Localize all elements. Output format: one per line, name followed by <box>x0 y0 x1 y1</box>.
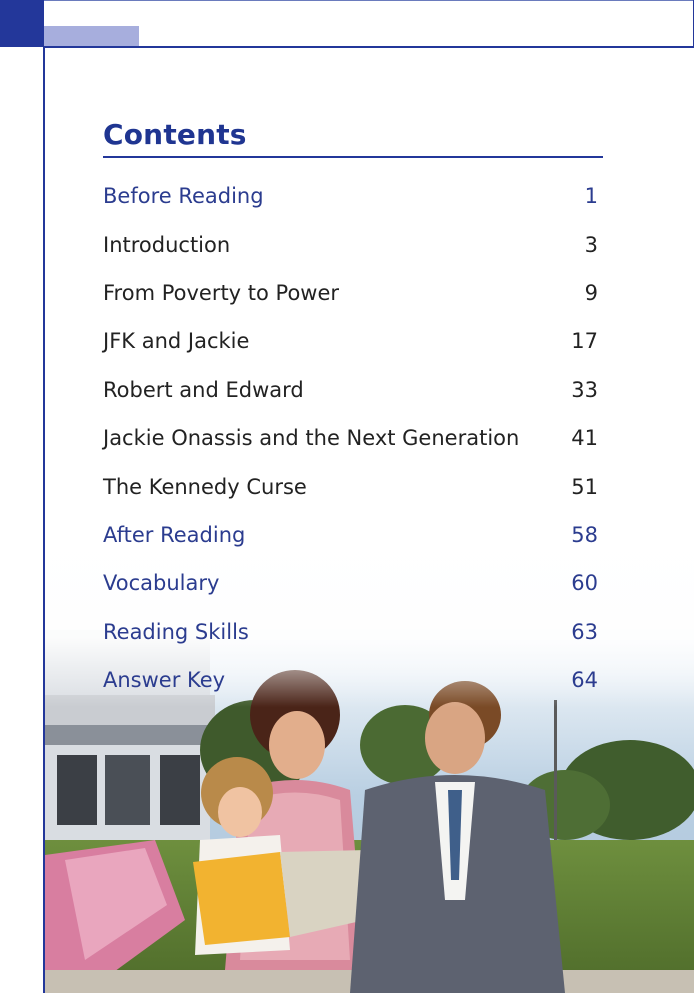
toc-entry-page: 60 <box>571 571 598 596</box>
toc-entry-page: 9 <box>584 280 598 305</box>
contents-heading-rule <box>103 156 603 158</box>
toc-entry-page: 3 <box>584 232 598 257</box>
toc-entry-label: Reading Skills <box>103 619 249 644</box>
toc-entry-label: JFK and Jackie <box>103 329 250 354</box>
toc-entry-kennedy-curse[interactable] <box>103 462 598 510</box>
toc-entry-from-poverty-to-power[interactable] <box>103 269 598 317</box>
toc-entry-page: 33 <box>571 377 598 402</box>
toc-entry-label: The Kennedy Curse <box>103 474 307 499</box>
toc-entry-robert-and-edward[interactable] <box>103 366 598 414</box>
toc-entry-page: 51 <box>571 474 598 499</box>
toc-entry-label: Vocabulary <box>103 571 220 596</box>
toc-list <box>103 172 598 704</box>
header-rule <box>44 46 694 48</box>
toc-entry-label: Introduction <box>103 232 231 257</box>
header-tab <box>44 26 139 47</box>
toc-entry-label: Before Reading <box>103 184 264 209</box>
toc-entry-page: 17 <box>571 329 598 354</box>
toc-entry-answer-key[interactable] <box>103 656 598 704</box>
toc-entry-page: 58 <box>571 522 598 547</box>
toc-entry-page: 64 <box>571 668 598 693</box>
toc-entry-jackie-onassis[interactable] <box>103 414 598 462</box>
toc-entry-label: Answer Key <box>103 668 226 693</box>
toc-entry-label: Robert and Edward <box>103 377 304 402</box>
toc-entry-label: From Poverty to Power <box>103 280 340 305</box>
toc-entry-page: 41 <box>571 426 598 451</box>
top-edge-line <box>44 0 694 1</box>
toc-entry-jfk-and-jackie[interactable] <box>103 317 598 365</box>
contents-heading: Contents <box>103 118 247 151</box>
toc-entry-before-reading[interactable] <box>103 172 598 220</box>
left-margin-rule <box>43 47 45 993</box>
toc-entry-label: Jackie Onassis and the Next Generation <box>103 426 520 451</box>
corner-block <box>0 0 44 47</box>
toc-entry-after-reading[interactable] <box>103 511 598 559</box>
toc-entry-vocabulary[interactable] <box>103 559 598 607</box>
toc-entry-introduction[interactable] <box>103 220 598 268</box>
toc-entry-page: 63 <box>571 619 598 644</box>
toc-entry-reading-skills[interactable] <box>103 608 598 656</box>
toc-entry-label: After Reading <box>103 522 246 547</box>
toc-entry-page: 1 <box>584 184 598 209</box>
